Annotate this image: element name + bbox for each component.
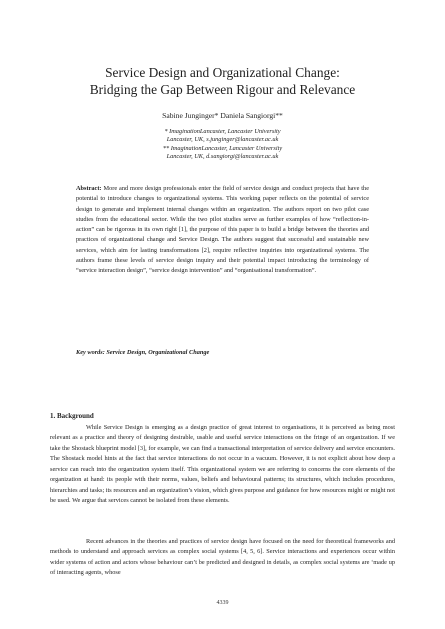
body-paragraph-1: While Service Design is emerging as a design practice of great interest to organisations, it is perceived as being most relevant as a practice and theory of designing desirable, usable and useful service interactions on the fringe of an organization. If we take the Shostack blueprint model [3], for example, we can find a transactional interpretation of service delivery and service encounters. The Shostack model hints at the fact that service interactions do not occur in a vacuum. However, it is not explicit about how deep a service can reach into the organization system itself. This organizational system we are referring to concerns the core elements of the organization at hand: its people with their norms, values, beliefs and behavioural patterns; its structures, which includes procedures, hierarchies and tasks; its resources and an organization’s vision, which gives purpose and guidance for how resources might or might not be used. We argue that services cannot be isolated from these elements. (50, 424, 395, 505)
affiliation-line: Lancaster, UK, d.sangiorgi@lancaster.ac.uk (166, 153, 279, 161)
paper-title (40, 64, 405, 98)
section-heading-background: 1. Background (50, 412, 94, 420)
author-affiliations (60, 128, 385, 162)
page-number: 4339 (216, 600, 229, 606)
title-line-2: Bridging the Gap Between Rigour and Relevance (89, 82, 356, 97)
author-names: Sabine Junginger* Daniela Sangiorgi** (162, 111, 283, 120)
affiliation-line: Lancaster, UK, s.junginger@lancaster.ac.uk (166, 136, 279, 144)
affiliation-line: ** ImaginationLancaster, Lancaster University (162, 144, 283, 152)
abstract (76, 184, 369, 277)
keywords: Key words: Service Design, Organizational Change (76, 349, 210, 356)
abstract-text: More and more design professionals enter the field of service design and conduct projects that have the potential to introduce changes to organizational systems. This working paper reflects on the potential of service design to generate and implement internal changes within an organization. The authors report on two pilot case studies from the educational sector. While the two pilot studies serve as further examples of how “reflection-in-action” can be rigorous in its own right [1], the purpose of this paper is to build a bridge between the theories and practices of organizational change and Service Design. The authors suggest that successful and sustainable new services, which aim for lasting transformations [2], require reflective inquiries into organizational systems. The authors frame these levels of service design inquiry and their potential impact introducing the terminology of “service interaction design”, “service design intervention” and “organisational transformation”. (76, 185, 369, 275)
body-paragraph-2: Recent advances in the theories and practices of service design have focused on the need for theoretical frameworks and methods to understand and approach services as complex social systems [4, 5, 6]. Service interactions and experiences occur within wider systems of action and actors whose behaviour can’t be predicted and designed in details, as complex social systems are ‘made up of interacting agents, whose (50, 538, 395, 577)
affiliation-line: * ImaginationLancaster, Lancaster University (164, 128, 281, 135)
title-line-1: Service Design and Organizational Change: (105, 65, 340, 80)
abstract-label: Abstract: (76, 185, 102, 192)
